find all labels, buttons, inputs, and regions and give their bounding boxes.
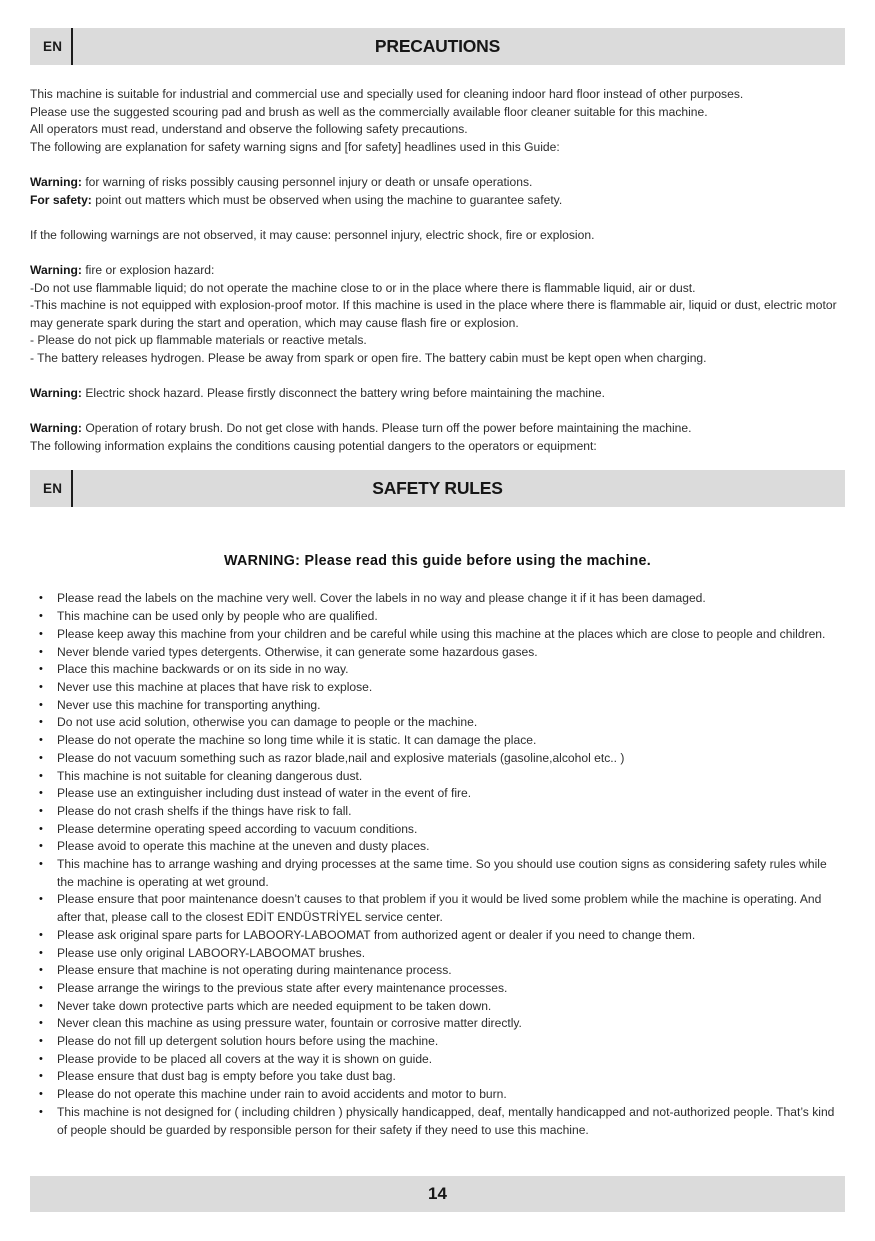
safety-rule-text: This machine is not designed for ( including children ) physically handicapped, deaf, mentally handicapped and not-authorized people. That’s kind of people should be guarded by responsible person for their safety if they need to use this machine.	[57, 1104, 835, 1137]
line-text: for warning of risks possibly causing personnel injury or death or unsafe operations.	[81, 174, 533, 189]
bullet-icon: •	[39, 840, 43, 853]
bold-lead-in: Warning:	[30, 386, 82, 401]
line-text: If the following warnings are not observed, it may cause: personnel injury, electric shock, fire or explosion.	[30, 227, 595, 242]
safety-rule-item	[30, 626, 845, 644]
bullet-icon: •	[39, 680, 43, 693]
line-text: -This machine is not equipped with explosion-proof motor. If this machine is used in the place where there is flammable air, liquid or dust, electric motor may generate spark during the start and operation, which may cause flash fire or explosion.	[30, 298, 837, 330]
safety-rule-item	[30, 768, 845, 786]
bullet-icon: •	[39, 858, 43, 871]
safety-rule-text: Never blende varied types detergents. Otherwise, it can generate some hazardous gases.	[57, 644, 538, 659]
bullet-icon: •	[39, 999, 43, 1012]
bullet-icon: •	[39, 1017, 43, 1030]
safety-rule-text: Please provide to be placed all covers at the way it is shown on guide.	[57, 1051, 433, 1066]
bullet-icon: •	[39, 769, 43, 782]
safety-rule-text: Please determine operating speed according to vacuum conditions.	[57, 821, 418, 836]
bullet-icon: •	[39, 663, 43, 676]
safety-rules-list	[30, 590, 845, 1139]
safety-rule-text: Place this machine backwards or on its side in no way.	[57, 662, 349, 677]
text-line	[30, 280, 845, 298]
text-line	[30, 350, 845, 368]
safety-rule-text: Never take down protective parts which are needed equipment to be taken down.	[57, 998, 492, 1013]
safety-rule-item	[30, 891, 845, 926]
text-line	[30, 420, 845, 438]
line-text: Please use the suggested scouring pad and brush as well as the commercially available floor cleaner suitable for this machine.	[30, 104, 708, 119]
safety-rule-item	[30, 856, 845, 891]
line-text: This machine is suitable for industrial and commercial use and specially used for cleaning indoor hard floor instead of other purposes.	[30, 87, 744, 101]
safety-rule-text: Please do not vacuum something such as razor blade,nail and explosive materials (gasoline,alcohol etc.. )	[57, 750, 625, 765]
safety-rule-text: This machine has to arrange washing and drying processes at the same time. So you should use coution signs as considering safety rules while the machine is operating at wet ground.	[57, 857, 827, 889]
safety-rule-item	[30, 785, 845, 803]
safety-rule-text: Please do not crash shelfs if the things have risk to fall.	[57, 803, 352, 818]
bullet-icon: •	[39, 1052, 43, 1065]
bullet-icon: •	[39, 946, 43, 959]
safety-rule-item	[30, 590, 845, 608]
paragraph-block	[30, 420, 845, 455]
page-footer-bar	[30, 1176, 845, 1212]
line-text: All operators must read, understand and observe the following safety precautions.	[30, 122, 468, 137]
safety-rule-text: Please do not fill up detergent solution hours before using the machine.	[57, 1034, 439, 1049]
safety-rule-text: Please ensure that poor maintenance doesn’t causes to that problem if you it would be lived some problem while the machine is operating. And after that, please call to the closest EDİT ENDÜSTRİYEL service center.	[57, 892, 822, 925]
bullet-icon: •	[39, 734, 43, 747]
safety-rule-item	[30, 608, 845, 626]
safety-rule-text: This machine is not suitable for cleaning dangerous dust.	[57, 768, 363, 783]
line-text: - Please do not pick up flammable materials or reactive metals.	[30, 333, 367, 348]
paragraph-block	[30, 227, 845, 245]
safety-rule-item	[30, 750, 845, 768]
line-text: - The battery releases hydrogen. Please be away from spark or open fire. The battery cabin must be kept open when charging.	[30, 350, 707, 365]
text-line	[30, 86, 845, 104]
safety-rule-text: Please do not operate this machine under rain to avoid accidents and motor to burn.	[57, 1087, 507, 1102]
safety-rule-text: This machine can be used only by people who are qualified.	[57, 609, 378, 624]
bullet-icon: •	[39, 1088, 43, 1101]
warning-heading: WARNING: Please read this guide before using the machine.	[223, 553, 652, 570]
safety-rule-text: Please do not operate the machine so long time while it is static. It can damage the place.	[57, 733, 537, 748]
safety-rule-text: Please avoid to operate this machine at the uneven and dusty places.	[57, 839, 430, 854]
bullet-icon: •	[39, 893, 43, 906]
bullet-icon: •	[39, 645, 43, 658]
safety-rule-item	[30, 1068, 845, 1086]
safety-rule-item	[30, 679, 845, 697]
paragraph-block	[30, 174, 845, 209]
bullet-icon: •	[39, 964, 43, 977]
safety-rule-text: Never use this machine for transporting anything.	[57, 697, 321, 712]
safety-rule-item	[30, 1086, 845, 1104]
paragraph-block	[30, 262, 845, 368]
text-line	[30, 192, 845, 210]
safety-rule-text: Never use this machine at places that have risk to explose.	[57, 679, 373, 694]
paragraph-block	[30, 86, 845, 156]
text-line	[30, 121, 845, 139]
safety-rule-item	[30, 697, 845, 715]
safety-rule-item	[30, 945, 845, 963]
safety-rule-item	[30, 714, 845, 732]
page-number: 14	[428, 1184, 447, 1203]
safety-rule-item	[30, 732, 845, 750]
safety-rule-item	[30, 803, 845, 821]
safety-rule-text: Please ensure that dust bag is empty before you take dust bag.	[57, 1069, 396, 1084]
line-text: fire or explosion hazard:	[81, 262, 215, 277]
text-line	[30, 104, 845, 122]
bullet-icon: •	[39, 1070, 43, 1083]
safety-rule-text: Please ensure that machine is not operating during maintenance process.	[57, 963, 452, 978]
safety-rule-text: Do not use acid solution, otherwise you can damage to people or the machine.	[57, 715, 478, 730]
bullet-icon: •	[39, 822, 43, 835]
text-line	[30, 385, 845, 403]
line-text: point out matters which must be observed when using the machine to guarantee safety.	[91, 192, 563, 207]
safety-rule-item	[30, 644, 845, 662]
bullet-icon: •	[39, 751, 43, 764]
precautions-body	[30, 86, 845, 455]
bullet-icon: •	[39, 1035, 43, 1048]
section-title-safety-rules: SAFETY RULES	[372, 478, 503, 499]
safety-rule-text: Please read the labels on the machine very well. Cover the labels in no way and please change it if it has been damaged.	[57, 591, 706, 606]
safety-rule-item	[30, 1015, 845, 1033]
safety-rule-text: Never clean this machine as using pressure water, fountain or corrosive matter directly.	[57, 1016, 522, 1031]
bold-lead-in: Warning:	[30, 174, 82, 189]
bold-lead-in: For safety:	[30, 192, 92, 207]
bullet-icon: •	[39, 928, 43, 941]
precautions-header-bar	[30, 28, 845, 65]
bullet-icon: •	[39, 787, 43, 800]
safety-rule-item	[30, 661, 845, 679]
line-text: The following information explains the conditions causing potential dangers to the operators or equipment:	[30, 438, 597, 453]
text-line	[30, 297, 845, 332]
paragraph-block	[30, 385, 845, 403]
text-line	[30, 174, 845, 192]
safety-rule-item	[30, 927, 845, 945]
safety-rule-item	[30, 821, 845, 839]
safety-rule-item	[30, 980, 845, 998]
safety-rule-item	[30, 1104, 845, 1139]
language-badge: EN	[43, 39, 63, 54]
bullet-icon: •	[39, 981, 43, 994]
line-text: Electric shock hazard. Please firstly disconnect the battery wring before maintaining the machine.	[81, 386, 605, 401]
text-line	[30, 262, 845, 280]
text-line	[30, 332, 845, 350]
section-title-precautions: PRECAUTIONS	[374, 36, 501, 56]
text-line	[30, 139, 845, 157]
safety-rule-item	[30, 838, 845, 856]
safety-rules-header-bar	[30, 470, 845, 507]
bullet-icon: •	[39, 1105, 43, 1118]
safety-rule-text: Please ask original spare parts for LABOORY-LABOOMAT from authorized agent or dealer if you need to change them.	[57, 927, 696, 942]
bullet-icon: •	[39, 716, 43, 729]
safety-rule-text: Please keep away this machine from your children and be careful while using this machine at the places which are close to people and children.	[57, 626, 826, 641]
bullet-icon: •	[39, 592, 43, 605]
language-badge: EN	[43, 481, 63, 497]
bold-lead-in: Warning:	[30, 421, 82, 436]
safety-rule-item	[30, 1051, 845, 1069]
safety-rule-item	[30, 998, 845, 1016]
safety-rule-item	[30, 962, 845, 980]
safety-rule-text: Please use an extinguisher including dust instead of water in the event of fire.	[57, 786, 472, 801]
safety-rule-item	[30, 1033, 845, 1051]
text-line	[30, 227, 845, 245]
line-text: -Do not use flammable liquid; do not operate the machine close to or in the place where there is flammable liquid, air or dust.	[30, 280, 696, 295]
bullet-icon: •	[39, 804, 43, 817]
line-text: The following are explanation for safety warning signs and [for safety] headlines used in this Guide:	[30, 139, 560, 154]
bold-lead-in: Warning:	[30, 262, 82, 277]
safety-rule-text: Please arrange the wirings to the previous state after every maintenance processes.	[57, 980, 508, 995]
text-line	[30, 438, 845, 456]
bullet-icon: •	[39, 610, 43, 623]
bullet-icon: •	[39, 627, 43, 640]
safety-rule-text: Please use only original LABOORY-LABOOMAT brushes.	[57, 945, 366, 960]
bullet-icon: •	[39, 698, 43, 711]
line-text: Operation of rotary brush. Do not get close with hands. Please turn off the power before maintaining the machine.	[81, 421, 692, 436]
